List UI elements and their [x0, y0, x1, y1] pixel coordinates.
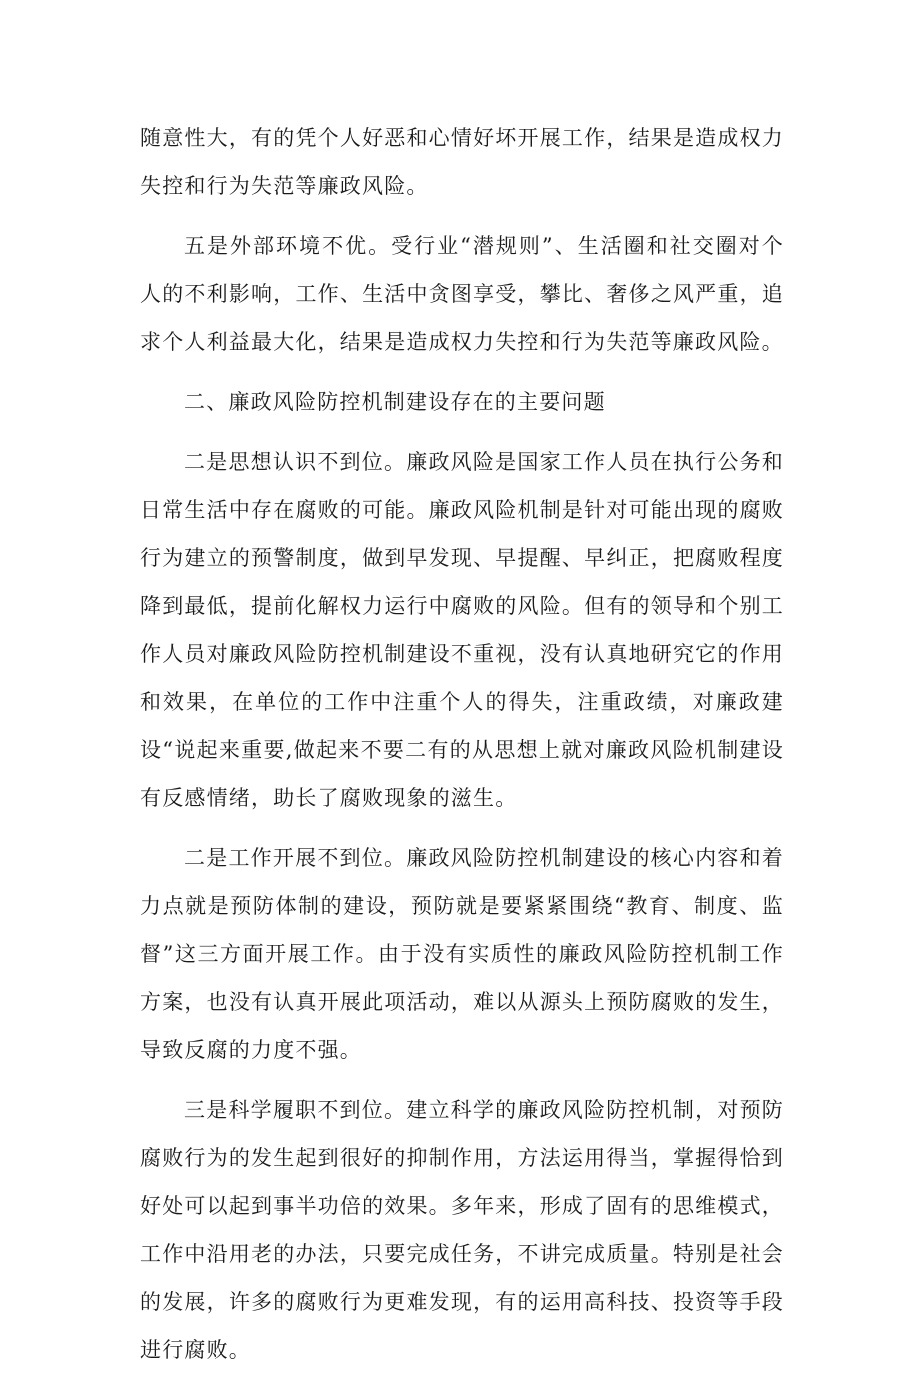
paragraph-continuation: 随意性大，有的凭个人好恶和心情好坏开展工作，结果是造成权力失控和行为失范等廉政风险。 — [140, 126, 784, 198]
document-body — [140, 114, 784, 1386]
paragraph-ideological-awareness: 二是思想认识不到位。廉政风险是国家工作人员在执行公务和日常生活中存在腐败的可能。廉政风险机制是针对可能出现的腐败行为建立的预警制度，做到早发现、早提醒、早纠正，把腐败程度降到最低，提前化解权力运行中腐败的风险。但有的领导和个别工作人员对廉政风险防控机制建设不重视，没有认真地研究它的作用和效果，在单位的工作中注重个人的得失，注重政绩，对廉政建设“说起来重要,做起来不要二有的从思想上就对廉政风险机制建设有反感情绪，助长了腐败现象的滋生。 — [140, 450, 784, 810]
paragraph-external-environment: 五是外部环境不优。受行业“潜规则”、生活圈和社交圈对个人的不利影响，工作、生活中贪图享受，攀比、奢侈之风严重，追求个人利益最大化，结果是造成权力失控和行为失范等廉政风险。 — [140, 234, 784, 354]
paragraph-work-implementation: 二是工作开展不到位。廉政风险防控机制建设的核心内容和着力点就是预防体制的建设，预防就是要紧紧围绕“教育、制度、监督”这三方面开展工作。由于没有实质性的廉政风险防控机制工作方案，也没有认真开展此项活动，难以从源头上预防腐败的发生，导致反腐的力度不强。 — [140, 846, 784, 1062]
paragraph-scientific-duty: 三是科学履职不到位。建立科学的廉政风险防控机制，对预防腐败行为的发生起到很好的抑制作用，方法运用得当，掌握得恰到好处可以起到事半功倍的效果。多年来，形成了固有的思维模式，工作中沿用老的办法，只要完成任务，不讲完成质量。特别是社会的发展，许多的腐败行为更难发现，有的运用高科技、投资等手段进行腐败。 — [140, 1098, 784, 1362]
section-heading: 二、廉政风险防控机制建设存在的主要问题 — [184, 390, 606, 414]
